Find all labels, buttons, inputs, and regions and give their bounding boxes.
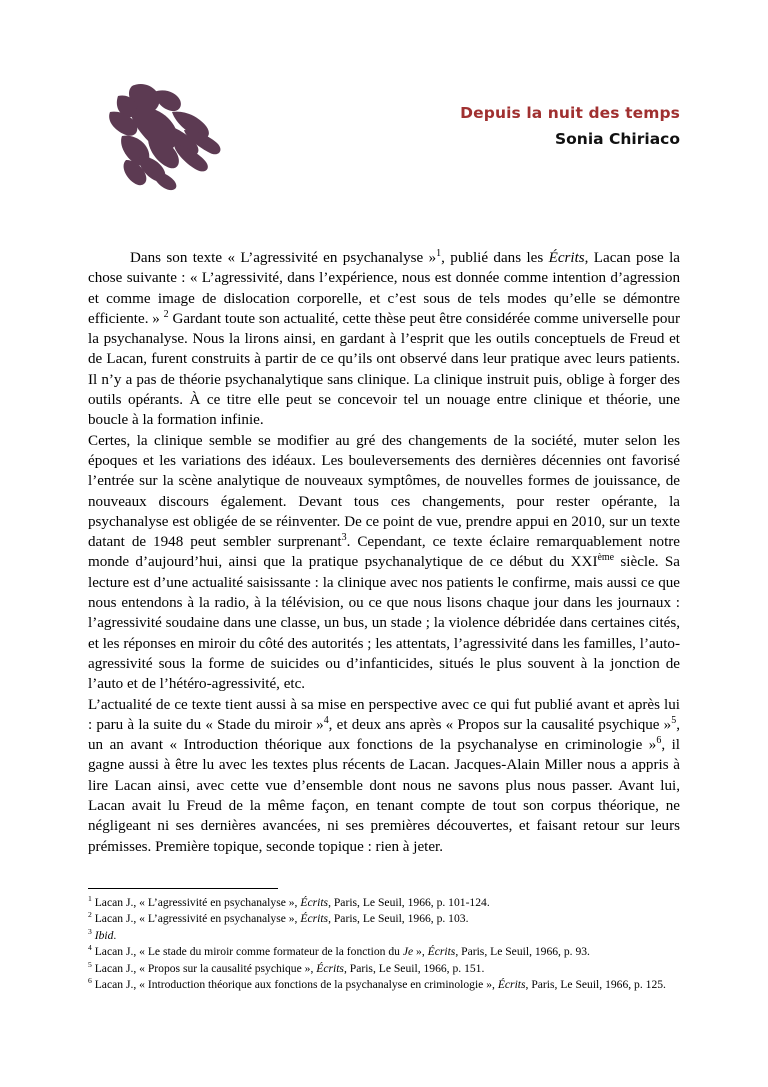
eagle-emblem-icon [88,78,258,193]
footnote-item: $^3$ Ibid. [88,927,117,942]
document-header [88,78,680,198]
document-body [88,248,680,857]
document-title: Depuis la nuit des temps [460,104,680,122]
footnote-separator [88,888,278,889]
body-paragraph: Certes, la clinique semble se modifier au gré des changements de la société, muter selon les époques et les variations des idéaux. Les bouleversements des dernières décennies ont favorisé l’entrée sur la scène analytique de nouveaux symptômes, de nouvelles formes de jouissance, de nouveaux discours également. Devant tous ces changements, pour rester opérante, la psychanalyse est obligée de se réinventer. De ce point de vue, prendre appui en 2010, sur un texte datant de 1948 peut sembler surprenant$^3$. Cependant, ce texte éclaire remarquablement notre monde d’aujourd’hui, ainsi que la pratique psychanalytique de ce début du XXIème siècle. Sa lecture est d’une actualité saisissante : la clinique avec nos patients le confirme, mais aussi ce que nous entendons à la radio, à la télévision, ou ce que nous lisons chaque jour dans les journaux : l’agressivité soudaine dans une classe, un bus, un stade ; la violence débridée dans certaines cités, et les réponses en miroir du côté des autorités ; les attentats, l’agressivité dans les familles, l’auto-agressivité sous la forme de suicides ou d’infanticides, situés le plus souvent à la jonction de l’auto et de l’hétéro-agressivité, etc. [88,432,680,693]
document-author: Sonia Chiriaco [555,130,680,149]
footnote-item: $^4$ Lacan J., « Le stade du miroir comme formateur de la fonction du Je », Écrits, Paris, Le Seuil, 1966, p. 93. [88,943,590,959]
footnote-item: $^1$ Lacan J., « L’agressivité en psychanalyse », Écrits, Paris, Le Seuil, 1966, p. 101-124. [88,894,490,909]
footnote-item: $^6$ Lacan J., « Introduction théorique aux fonctions de la psychanalyse en criminologie », Écrits, Paris, Le Seuil, 1966, p. 125. [88,976,666,992]
body-paragraph: Dans son texte « L’agressivité en psychanalyse »$^1$, publié dans les Écrits, Lacan pose la chose suivante : « L’agressivité, dans l’expérience, nous est donnée comme intention d’agression et comme image de dislocation corporelle, et c’est sous de tels modes qu’elle se démontre efficiente. » $^2$ Gardant toute son actualité, cette thèse peut être considérée comme universelle pour la psychanalyse. Nous la lirons ainsi, en gardant à l’esprit que les outils conceptuels de Freud et de Lacan, furent construits à partir de ce qu’ils ont observé dans leur pratique avec leurs patients. Il n’y a pas de théorie psychanalytique sans clinique. La clinique instruit puis, oblige à forger des outils opérants. À ce titre elle peut se concevoir tel un nouage entre clinique et théorie, une boucle à la formation infinie. [88,247,680,429]
body-paragraph: L’actualité de ce texte tient aussi à sa mise en perspective avec ce qui fut publié avant et après lui : paru à la suite du « Stade du miroir »$^4$, et deux ans après « Propos sur la causalité psychique »$^5$, un an avant « Introduction théorique aux fonctions de la psychanalyse en criminologie »$^6$, il gagne aussi à être lu avec les textes plus récents de Lacan. Jacques-Alain Miller nous a appris à lire Lacan ainsi, avec cette vue d’ensemble dont nous ne savons plus nous passer. Avant lui, Lacan avait lu Freud de la même façon, en tenant compte de tout son corpus théorique, ne négligeant ni ses dernières avancées, ni ses premières découvertes, et faisant retour sur leurs prémisses. Première topique, seconde topique : rien à jeter. [88,696,680,855]
footnotes-section [88,888,680,994]
title-block [460,102,680,152]
footnote-item: $^2$ Lacan J., « L’agressivité en psychanalyse », Écrits, Paris, Le Seuil, 1966, p. 103. [88,910,469,926]
footnote-item: $^5$ Lacan J., « Propos sur la causalité psychique », Écrits, Paris, Le Seuil, 1966, p. 151. [88,959,485,975]
